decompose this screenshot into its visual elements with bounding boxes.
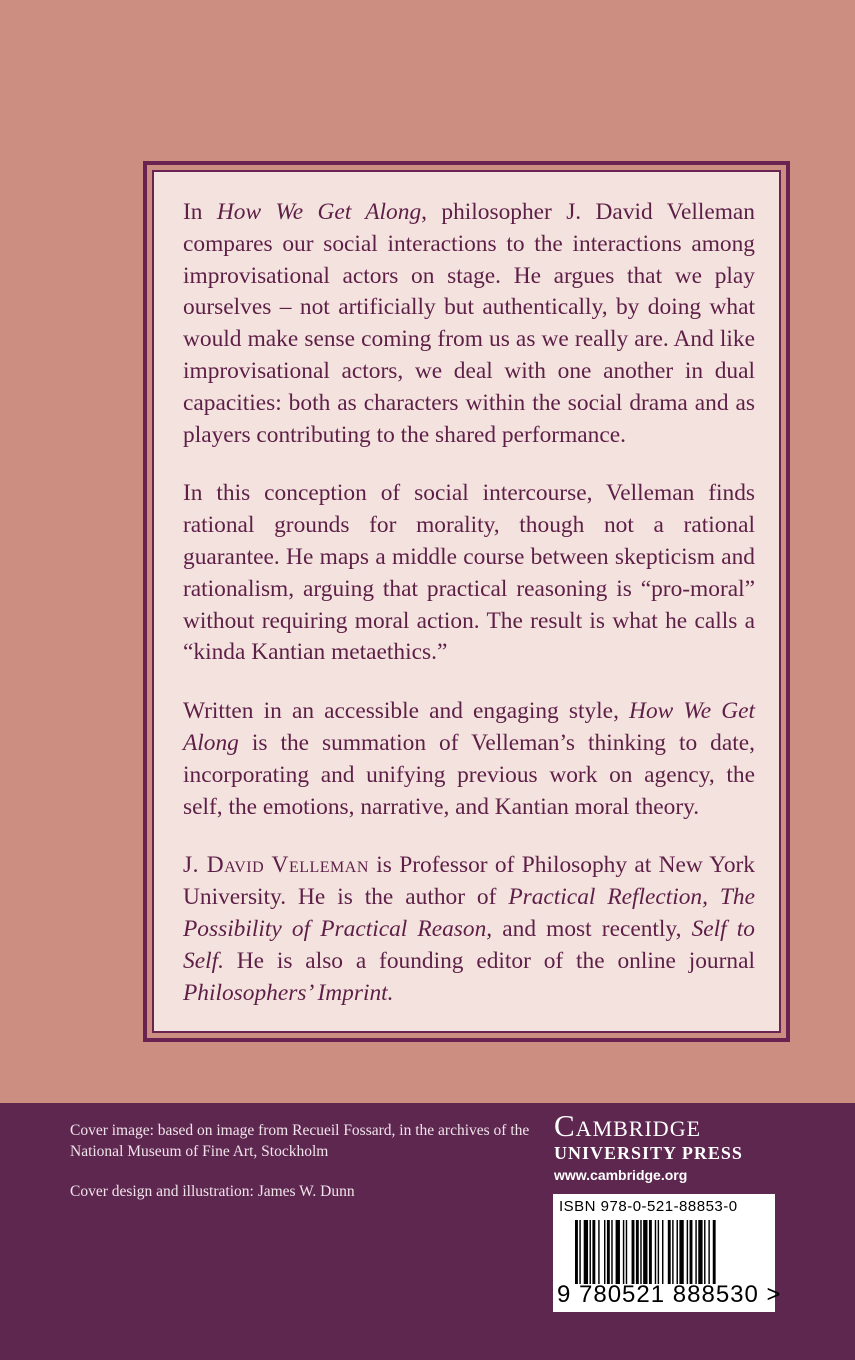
text-segment: In: [183, 199, 217, 225]
isbn-label: ISBN 978-0-521-88853-0: [559, 1198, 738, 1215]
publisher-press: UNIVERSITY PRESS: [554, 1143, 743, 1163]
barcode-box: [553, 1194, 782, 1312]
author-name: J. David Velleman: [183, 852, 369, 879]
barcode-digits: 9 780521 888530 >: [557, 1281, 782, 1308]
blurb-text: [183, 197, 755, 1009]
text-segment: and most recently,: [492, 915, 692, 942]
publisher-url: www.cambridge.org: [554, 1167, 688, 1183]
book-title: How We Get Along: [216, 199, 422, 225]
publisher-logo: [554, 1109, 776, 1185]
blurb-paragraph-2: In this conception of social intercourse, Velleman finds rational grounds for morality, though not a rational guarantee. He maps a middle course between skepticism and rationalism, arguing that practical reasoning is “pro-moral” without requiring moral action. The result is what he calls a “kinda Kantian metaethics.”: [183, 480, 755, 666]
blurb-panel: [152, 170, 781, 1033]
text-segment: Written in an accessible and engaging style,: [183, 698, 630, 725]
blurb-paragraph-1: [183, 197, 755, 451]
text-segment: is the summation of Velleman’s thinking to date, incorporating and unifying previous work on agency, the self, the emotions, narrative, and Kantian moral theory.: [183, 729, 755, 820]
publisher-name: Cambridge: [554, 1108, 702, 1143]
author-bio: [183, 850, 755, 1009]
text-segment: He is also a founding editor of the online journal: [223, 947, 755, 974]
book-title: Self to Self.: [183, 915, 755, 974]
text-segment: is Professor of Philosophy at New York University. He is the author of: [183, 852, 756, 911]
text-segment: , philosopher J. David Velleman compares our social interactions to the interactions among improvisational actors on stage. He argues that we play ourselves – not artificially but authentically, by doing what would make sense coming from us as we really are. And like improvisational actors, we deal with one another in dual capacities: both as characters within the social drama and as players contributing to the shared performance.: [183, 199, 755, 448]
blurb-paragraph-3: [183, 696, 755, 823]
cover-image-credit: Cover image: based on image from Recueil Fossard, in the archives of the National Museum of Fine Art, Stockholm: [70, 1122, 530, 1160]
cover-design-credit: Cover design and illustration: James W. Dunn: [70, 1183, 355, 1200]
blurb-frame-outer: [143, 161, 790, 1042]
journal-title: Philosophers’ Imprint.: [183, 979, 394, 1006]
barcode-icon: [575, 1220, 765, 1284]
bottom-band: [0, 1103, 855, 1360]
book-title: How We Get Along: [183, 698, 755, 756]
book-title: Practical Reflection, The Possibility of Practical Reason,: [183, 884, 755, 942]
